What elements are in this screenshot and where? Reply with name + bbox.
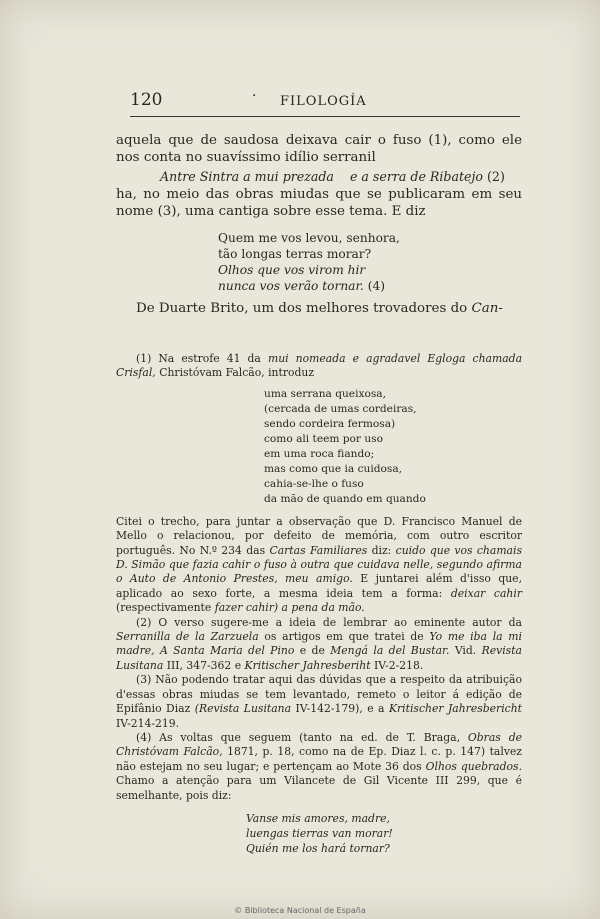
paragraph-2: ha, no meio das obras miudas que se publicaram em seu nome (3), uma cantiga sobre esse tema. E diz [116,187,522,219]
note-text: e de [299,644,325,658]
note-text: diz: [371,543,392,557]
paragraph-3-italic: Can- [471,301,503,316]
note-italic: fazer cahir) a pena da mão. [214,601,365,615]
header-dot: · [252,88,257,104]
note-text: III, 347-362 e [166,658,242,672]
note-italic: Kritischer Jahresberiht [244,658,371,672]
poem-line: sendo cordeira fermosa) [264,417,396,430]
note-text: (3) Não podendo tratar aqui das dúvidas que a respeito da atribuição d'essas obras miudas se tem levantado, remeto o leitor á edição de Epifânio Diaz [116,673,522,716]
note-italic: Yo me iba la mi madre, A Santa Maria del Pino [116,630,522,658]
page-header [130,88,520,117]
poem-line: como ali teem por uso [264,432,383,445]
footnote-4 [116,731,522,803]
footnote-1-body [116,515,522,616]
note-text: Chamo a atenção para um Vilancete de Gil Vicente III 299, que é semelhante, pois diz: [116,774,522,802]
verse-quote-ref: (2) [487,169,505,184]
note-text: (respectivamente [116,601,212,615]
verse-quote-a: Antre Sintra a mui prezada [160,169,334,184]
cantiga-poem [218,230,522,294]
footnote-3 [116,673,522,731]
poem-line: Quem me vos levou, senhora, [218,231,400,245]
paragraph-1: aquela que de saudosa deixava cair o fuso (1), como ele nos conta no suavíssimo idílio serranil [116,133,522,165]
footnote-4-poem [246,811,522,856]
note-text: Christóvam Falcão, introduz [159,366,315,380]
inline-verse-quote [116,168,522,185]
note-italic: Olhos quebrados. [425,759,522,773]
note-italic: Revista Lusitana [116,644,522,672]
note-text: Citei o trecho, para juntar a observação que D. Francisco Manuel de Mello o relacionou, por defeito de memória, com outro escritor português. No N.º 234 das [116,514,522,557]
poem-line: cahia-se-lhe o fuso [264,477,364,490]
poem-line: tão longas terras morar? [218,247,372,261]
note-text: (1) Na estrofe 41 da [136,352,261,365]
note-text: (2) O verso sugere-me a ideia de lembrar ao eminente autor da [136,615,522,629]
note-italic: mui nomeada e agradavel Egloga chamada Crisfal, [116,352,523,380]
note-text: Vid. [454,644,477,658]
note-italic: cuido que vos chamais D. Simão que fazia cahir o fuso à outra que cuidava nelle, segundo afirma o Auto de Antonio Prestes, meu amigo. [116,543,522,586]
footnote-1-intro [116,352,522,381]
poem-line: Quién me los hará tornar? [246,841,390,855]
note-text: 1871, p. 18, como na de Ep. Diaz l. c. p. 147) talvez não estejam no seu lugar; e pertençam ao Mote 36 dos [116,745,522,773]
note-italic: Obras de Christóvam Falcão, [116,730,523,759]
note-italic: Serranilla de la Zarzuela [116,630,259,644]
note-italic: deixar cahir [450,586,522,600]
poem-line: mas como que ia cuidosa, [264,462,403,475]
note-italic: Cartas Familiares [269,543,368,557]
page-number: 120 [130,90,163,110]
note-text: (4) As voltas que seguem (tanto na ed. de T. Braga, [136,730,461,744]
main-text [116,132,522,317]
poem-line: uma serrana queixosa, [264,387,386,400]
note-text: IV-214-219. [116,716,180,730]
paragraph-3-text: De Duarte Brito, um dos melhores trovadores do [136,301,468,316]
note-italic: Mengá la del Bustar. [330,644,450,658]
library-credit: © Biblioteca Nacional de España [234,906,366,915]
poem-line: em uma roca fiando; [264,447,375,460]
poem-line: da mão de quando em quando [264,492,426,505]
paragraph-3 [116,300,522,317]
note-italic: Kritischer Jahresbericht [388,702,523,716]
poem-line: Olhos que vos virom hir [218,263,366,277]
poem-line: Vanse mis amores, madre, [246,811,390,825]
poem-line: (cercada de umas cordeiras, [264,402,417,415]
running-head: FILOLOGÍA [280,94,367,109]
poem-line: nunca vos verão tornar. [218,279,364,293]
poem-line: luengas tierras van morar! [246,826,393,840]
poem-ref: (4) [367,279,385,293]
note-text: E juntarei além d'isso que, aplicado ao sexo forte, a mesma ideia tem a forma: [116,572,523,600]
footnote-2 [116,616,522,674]
note-text: IV-142-179), e a [295,702,385,716]
note-text: IV-2-218. [373,658,424,672]
footnotes [116,352,522,856]
note-text: os artigos em que tratei de [264,630,424,644]
note-italic: (Revista Lusitana [194,702,292,716]
verse-quote-b: e a serra de Ribatejo [349,169,483,184]
footnote-1-poem [264,387,522,507]
